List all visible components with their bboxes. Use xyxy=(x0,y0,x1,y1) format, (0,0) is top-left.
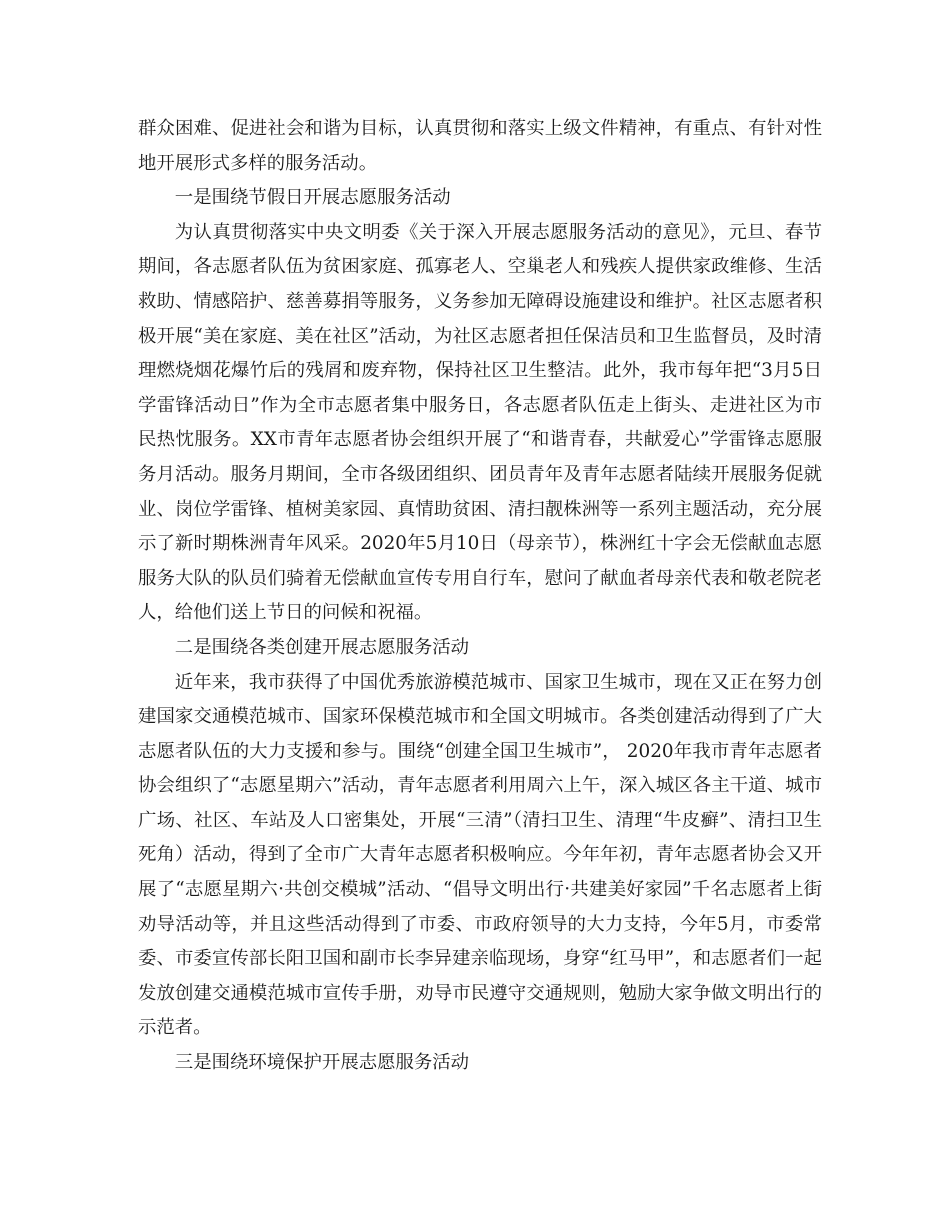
section-heading-environment: 三是围绕环境保护开展志愿服务活动 xyxy=(174,1052,470,1074)
body-paragraph: 群众困难、促进社会和谐为目标，认真贯彻和落实上级文件精神，有重点、有针对性地开展形式多样的服务活动。 xyxy=(138,118,822,174)
document-body xyxy=(138,112,822,1081)
section-heading-holidays: 一是围绕节假日开展志愿服务活动 xyxy=(174,187,451,209)
body-paragraph: 近年来，我市获得了中国优秀旅游模范城市、国家卫生城市，现在又正在努力创建国家交通模范城市、国家环保模范城市和全国文明城市。各类创建活动得到了广大志愿者队伍的大力支援和参与。围绕“创建全国卫生城市”， 2020年我市青年志愿者协会组织了“志愿星期六”活动，青年志愿者利用周六上午，深入城区各主干道、城市广场、社区、车站及人口密集处，开展“三清”（清扫卫生、清理“牛皮癣”、清扫卫生死角）活动，得到了全市广大青年志愿者积极响应。今年年初，青年志愿者协会又开展了“志愿星期六·共创交模城”活动、“倡导文明出行·共建美好家园”千名志愿者上街劝导活动等，并且这些活动得到了市委、市政府领导的大力支持，今年5月，市委常委、市委宣传部长阳卫国和副市长李异建亲临现场，身穿“红马甲”，和志愿者们一起发放创建交通模范城市宣传手册，劝导市民遵守交通规则，勉励大家争做文明出行的示范者。 xyxy=(138,671,822,1039)
body-paragraph: 为认真贯彻落实中央文明委《关于深入开展志愿服务活动的意见》，元旦、春节期间，各志愿者队伍为贫困家庭、孤寡老人、空巢老人和残疾人提供家政维修、生活救助、情感陪护、慈善募捐等服务，义务参加无障碍设施建设和维护。社区志愿者积极开展“美在家庭、美在社区”活动，为社区志愿者担任保洁员和卫生监督员，及时清理燃烧烟花爆竹后的残屑和废弃物，保持社区卫生整洁。此外，我市每年把“3月5日学雷锋活动日”作为全市志愿者集中服务日，各志愿者队伍走上街头、走进社区为市民热忱服务。XX市青年志愿者协会组织开展了“和谐青春，共献爱心”学雷锋志愿服务月活动。服务月期间，全市各级团组织、团员青年及青年志愿者陆续开展服务促就业、岗位学雷锋、植树美家园、真情助贫困、清扫靓株洲等一系列主题活动，充分展示了新时期株洲青年风采。2020年5月10日（母亲节），株洲红十字会无偿献血志愿服务大队的队员们骑着无偿献血宣传专用自行车，慰问了献血者母亲代表和敬老院老人，给他们送上节日的问候和祝福。 xyxy=(138,221,822,624)
section-heading-creation: 二是围绕各类创建开展志愿服务活动 xyxy=(174,636,470,658)
